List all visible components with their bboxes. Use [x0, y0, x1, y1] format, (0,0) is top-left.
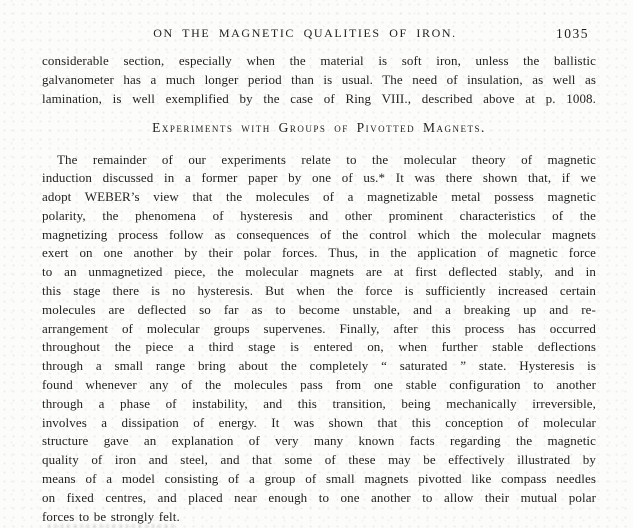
text-line: arrangement of molecular groups supervenes. Finally, after this process has occurred	[42, 320, 596, 336]
text-line: this stage there is no hysteresis. But when the force is sufficiently increased certain	[42, 283, 596, 299]
text-line: forces to be strongly felt.	[42, 508, 180, 524]
text-line: found whenever any of the molecules pass from one stable configuration to another	[42, 377, 596, 393]
running-head	[42, 26, 596, 44]
text-line: to an unmagnetized piece, the molecular magnets are at first deflected stably, and in	[42, 264, 596, 280]
text-line: lamination, is well exemplified by the case of Ring VIII., described above at p. 1008.	[42, 90, 596, 106]
text-line: structure gave an explanation of very many known facts regarding the magnetic	[42, 433, 596, 449]
text-line: The remainder of our experiments relate to the molecular theory of magnetic	[57, 151, 596, 167]
text-line: polarity, the phenomena of hysteresis and other prominent characteristics of the	[42, 207, 596, 223]
text-line: induction discussed in a former paper by one of us.* It was there shown that, if we	[42, 170, 596, 186]
text-line: molecules are deflected so far as to become unstable, and a breaking up and re-	[42, 301, 596, 317]
main-paragraph	[42, 151, 596, 527]
text-line: through a phase of instability, and this transition, being mechanically irreversible,	[42, 395, 596, 411]
intro-paragraph	[42, 52, 596, 108]
text-line: galvanometer has a much longer period than is usual. The need of insulation, as well as	[42, 71, 596, 87]
text-line: magnetizing process follow as consequences of the control which the molecular magnets	[42, 226, 596, 242]
text-line: exert on one another by their polar forces. Thus, in the application of magnetic force	[42, 245, 596, 261]
text-line: through a small range bring about the completely “ saturated ” state. Hysteresis is	[42, 358, 596, 374]
section-heading: Experiments with Groups of Pivotted Magnets.	[152, 120, 486, 135]
text-line: throughout the piece a third stage is entered on, when further stable deflections	[42, 339, 596, 355]
text-line: means of a model consisting of a group of small magnets pivotted like compass needles	[42, 471, 596, 487]
running-head-title: ON THE MAGNETIC QUALITIES OF IRON.	[153, 26, 457, 40]
text-line: on fixed centres, and placed near enough to one another to allow their mutual polar	[42, 489, 596, 505]
text-line: adopt WEBER’s view that the molecules of a magnetizable metal possess magnetic	[42, 189, 596, 205]
cutoff-footnote-fragment	[48, 524, 178, 528]
text-line: quality of iron and steel, and that some of these may be effectively illustrated by	[42, 452, 596, 468]
page-number: 1035	[556, 26, 589, 41]
text-line: considerable section, especially when the material is soft iron, unless the ballistic	[42, 53, 596, 68]
text-line: involves a dissipation of energy. It was shown that this conception of molecular	[42, 414, 596, 430]
